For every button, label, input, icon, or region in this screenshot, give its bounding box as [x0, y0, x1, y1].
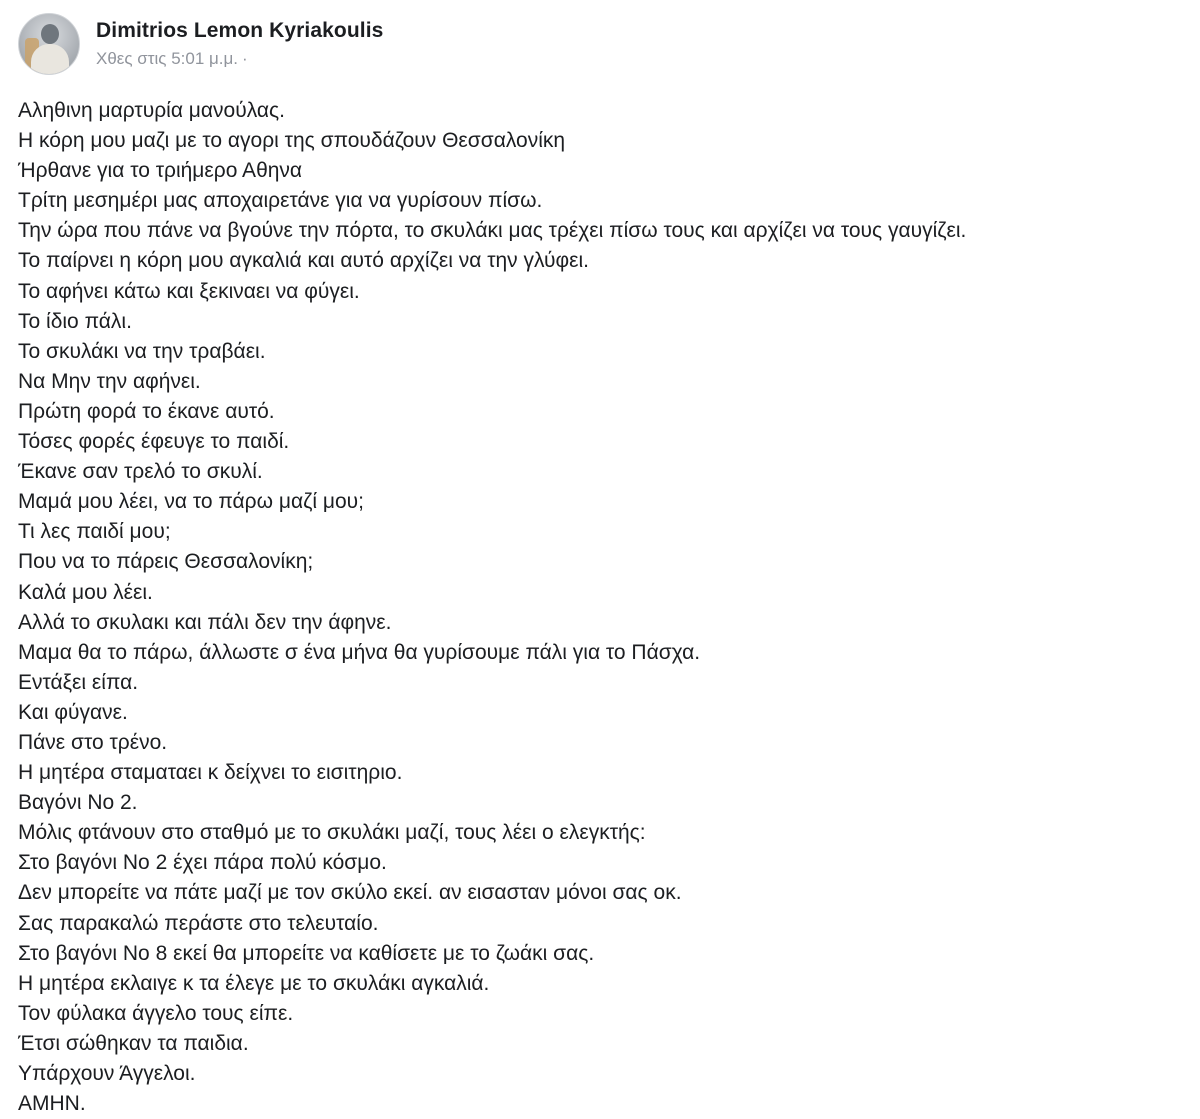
post-line: Και φύγανε. — [18, 700, 128, 724]
post-line: Τόσες φορές έφευγε το παιδί. — [18, 430, 290, 454]
avatar[interactable] — [18, 13, 80, 75]
post-line: Τρίτη μεσημέρι μας αποχαιρετάνε για να γυρίσουν πίσω. — [18, 189, 543, 213]
post-line: Έκανε σαν τρελό το σκυλί. — [18, 460, 263, 484]
post-line: Υπάρχουν Άγγελοι. — [18, 1062, 196, 1085]
post-line: Πρώτη φορά το έκανε αυτό. — [18, 399, 275, 423]
post-header — [18, 13, 383, 75]
post-body — [18, 96, 1188, 1119]
post-meta — [96, 48, 383, 70]
post-line: Αλλά το σκυλακι και πάλι δεν την άφηνε. — [18, 610, 392, 634]
meta-separator: · — [242, 49, 248, 68]
avatar-body-shape — [31, 44, 69, 75]
post-line: Η μητέρα σταματαει κ δείχνει το εισιτηριο. — [18, 761, 403, 785]
post-line: Δεν μπορείτε να πάτε μαζί με τον σκύλο εκεί. αν εισασταν μόνοι σας οκ. — [18, 881, 682, 905]
post-line: Στο βαγόνι Νο 2 έχει πάρα πολύ κόσμο. — [18, 851, 387, 875]
post-line: Το αφήνει κάτω και ξεκιναει να φύγει. — [18, 279, 360, 303]
post-line: Η κόρη μου μαζι με το αγορι της σπουδάζουν Θεσσαλονίκη — [18, 129, 566, 153]
post-line: Βαγόνι Νο 2. — [18, 791, 138, 815]
header-text — [96, 18, 383, 70]
post-line: Πάνε στο τρένο. — [18, 730, 168, 754]
post-line: Εντάξει είπα. — [18, 670, 139, 694]
post-line: Αληθινη μαρτυρία μανούλας. — [18, 99, 285, 122]
post-line: Ήρθανε για το τριήμερο Αθηνα — [18, 159, 303, 183]
post-timestamp[interactable]: Χθες στις 5:01 μ.μ. — [96, 49, 239, 68]
post-line: Έτσι σώθηκαν τα παιδια. — [18, 1031, 249, 1055]
post-line: Το παίρνει η κόρη μου αγκαλιά και αυτό αρχίζει να την γλύφει. — [18, 249, 589, 273]
post-line: Τι λες παιδί μου; — [18, 520, 171, 544]
post-line: ΑΜΗΝ. — [18, 1092, 86, 1116]
author-name[interactable]: Dimitrios Lemon Kyriakoulis — [96, 19, 384, 42]
post-line: Το ίδιο πάλι. — [18, 309, 132, 333]
avatar-head-shape — [41, 24, 59, 44]
post-line: Σας παρακαλώ περάστε στο τελευταίο. — [18, 911, 379, 935]
post-line: Η μητέρα εκλαιγε κ τα έλεγε με το σκυλάκι αγκαλιά. — [18, 971, 490, 995]
post-line: Τον φύλακα άγγελο τους είπε. — [18, 1001, 294, 1025]
post-line: Να Μην την αφήνει. — [18, 369, 201, 393]
post-line: Μαμά μου λέει, να το πάρω μαζί μου; — [18, 490, 364, 514]
post-line: Που να το πάρεις Θεσσαλονίκη; — [18, 550, 314, 574]
post-line: Μόλις φτάνουν στο σταθμό με το σκυλάκι μαζί, τους λέει ο ελεγκτής: — [18, 821, 646, 845]
post-line: Καλά μου λέει. — [18, 580, 153, 604]
post-line: Το σκυλάκι να την τραβάει. — [18, 339, 266, 363]
post-line: Μαμα θα το πάρω, άλλωστε σ ένα μήνα θα γυρίσουμε πάλι για το Πάσχα. — [18, 640, 701, 664]
post-line: Την ώρα που πάνε να βγούνε την πόρτα, το σκυλάκι μας τρέχει πίσω τους και αρχίζει να τους γαυγίζει. — [18, 219, 967, 243]
post-line: Στο βαγόνι Νο 8 εκεί θα μπορείτε να καθίσετε με το ζωάκι σας. — [18, 941, 595, 965]
